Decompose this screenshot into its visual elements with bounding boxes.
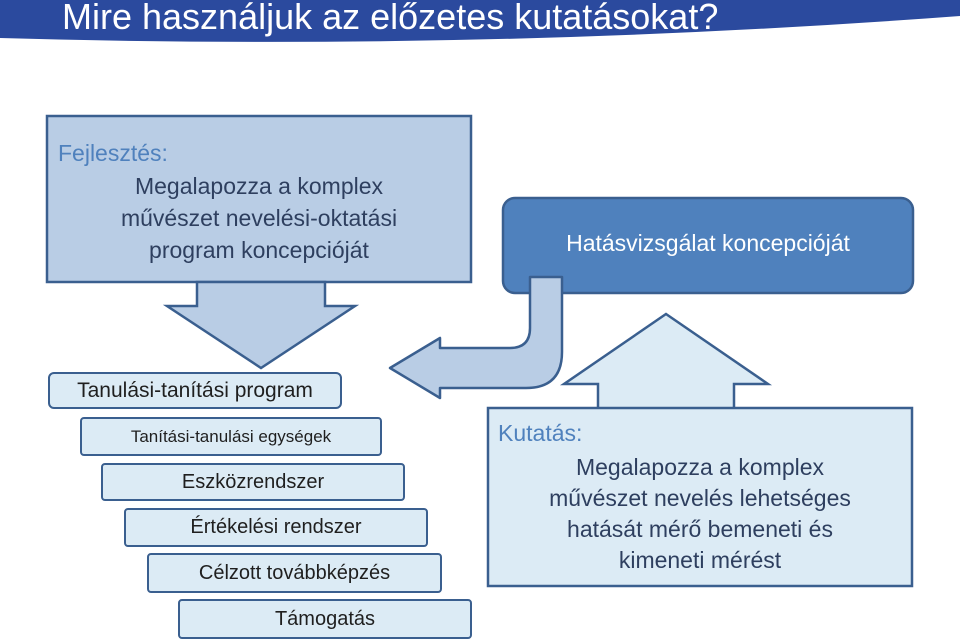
- program-item: Eszközrendszer: [101, 463, 405, 501]
- page-title: Mire használjuk az előzetes kutatásokat?: [62, 0, 719, 37]
- research-line: Megalapozza a komplex: [575, 454, 825, 480]
- research-text: [488, 452, 912, 576]
- program-item: Támogatás: [178, 599, 472, 639]
- research-line: kimeneti mérést: [618, 547, 782, 573]
- program-item: Célzott továbbképzés: [147, 553, 442, 593]
- research-line: hatását mérő bemeneti és: [567, 516, 833, 542]
- down-arrow: [167, 282, 355, 368]
- research-heading: Kutatás:: [498, 420, 583, 446]
- development-line: program koncepcióját: [149, 237, 369, 263]
- development-line: művészet nevelési-oktatási: [120, 205, 398, 231]
- development-line: Megalapozza a komplex: [134, 173, 384, 199]
- program-item: Tanítási-tanulási egységek: [80, 417, 382, 456]
- development-text: [47, 170, 471, 266]
- up-arrow: [564, 314, 768, 410]
- bent-arrow: [390, 277, 562, 398]
- research-line: művészet nevelés lehetséges: [549, 485, 851, 511]
- program-item: Értékelési rendszer: [124, 508, 428, 547]
- development-heading: Fejlesztés:: [58, 140, 168, 166]
- impact-label: Hatásvizsgálat koncepcióját: [566, 230, 850, 256]
- program-item: Tanulási-tanítási program: [48, 372, 342, 409]
